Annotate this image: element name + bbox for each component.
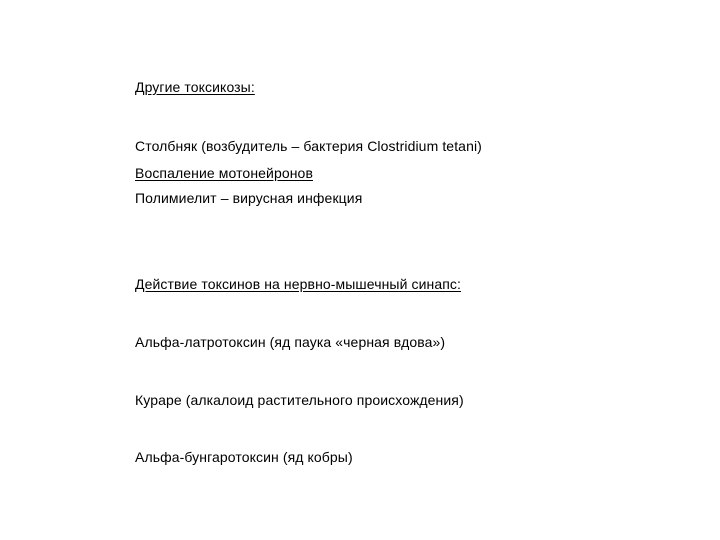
heading-toxins-synapse: Действие токсинов на нервно-мышечный синапс: bbox=[135, 276, 461, 292]
heading-other-toxicoses: Другие токсикозы: bbox=[135, 79, 255, 95]
text-polio: Полимиелит – вирусная инфекция bbox=[135, 190, 363, 206]
text-alpha-bungarotoxin: Альфа-бунгаротоксин (яд кобры) bbox=[135, 449, 353, 465]
text-tetanus: Столбняк (возбудитель – бактерия Clostridium tetani) bbox=[135, 138, 482, 154]
text-alpha-latrotoxin: Альфа-латротоксин (яд паука «черная вдова») bbox=[135, 334, 446, 350]
text-motoneuron-inflammation: Воспаление мотонейронов bbox=[135, 165, 313, 181]
text-curare: Кураре (алкалоид растительного происхождения) bbox=[135, 392, 464, 408]
